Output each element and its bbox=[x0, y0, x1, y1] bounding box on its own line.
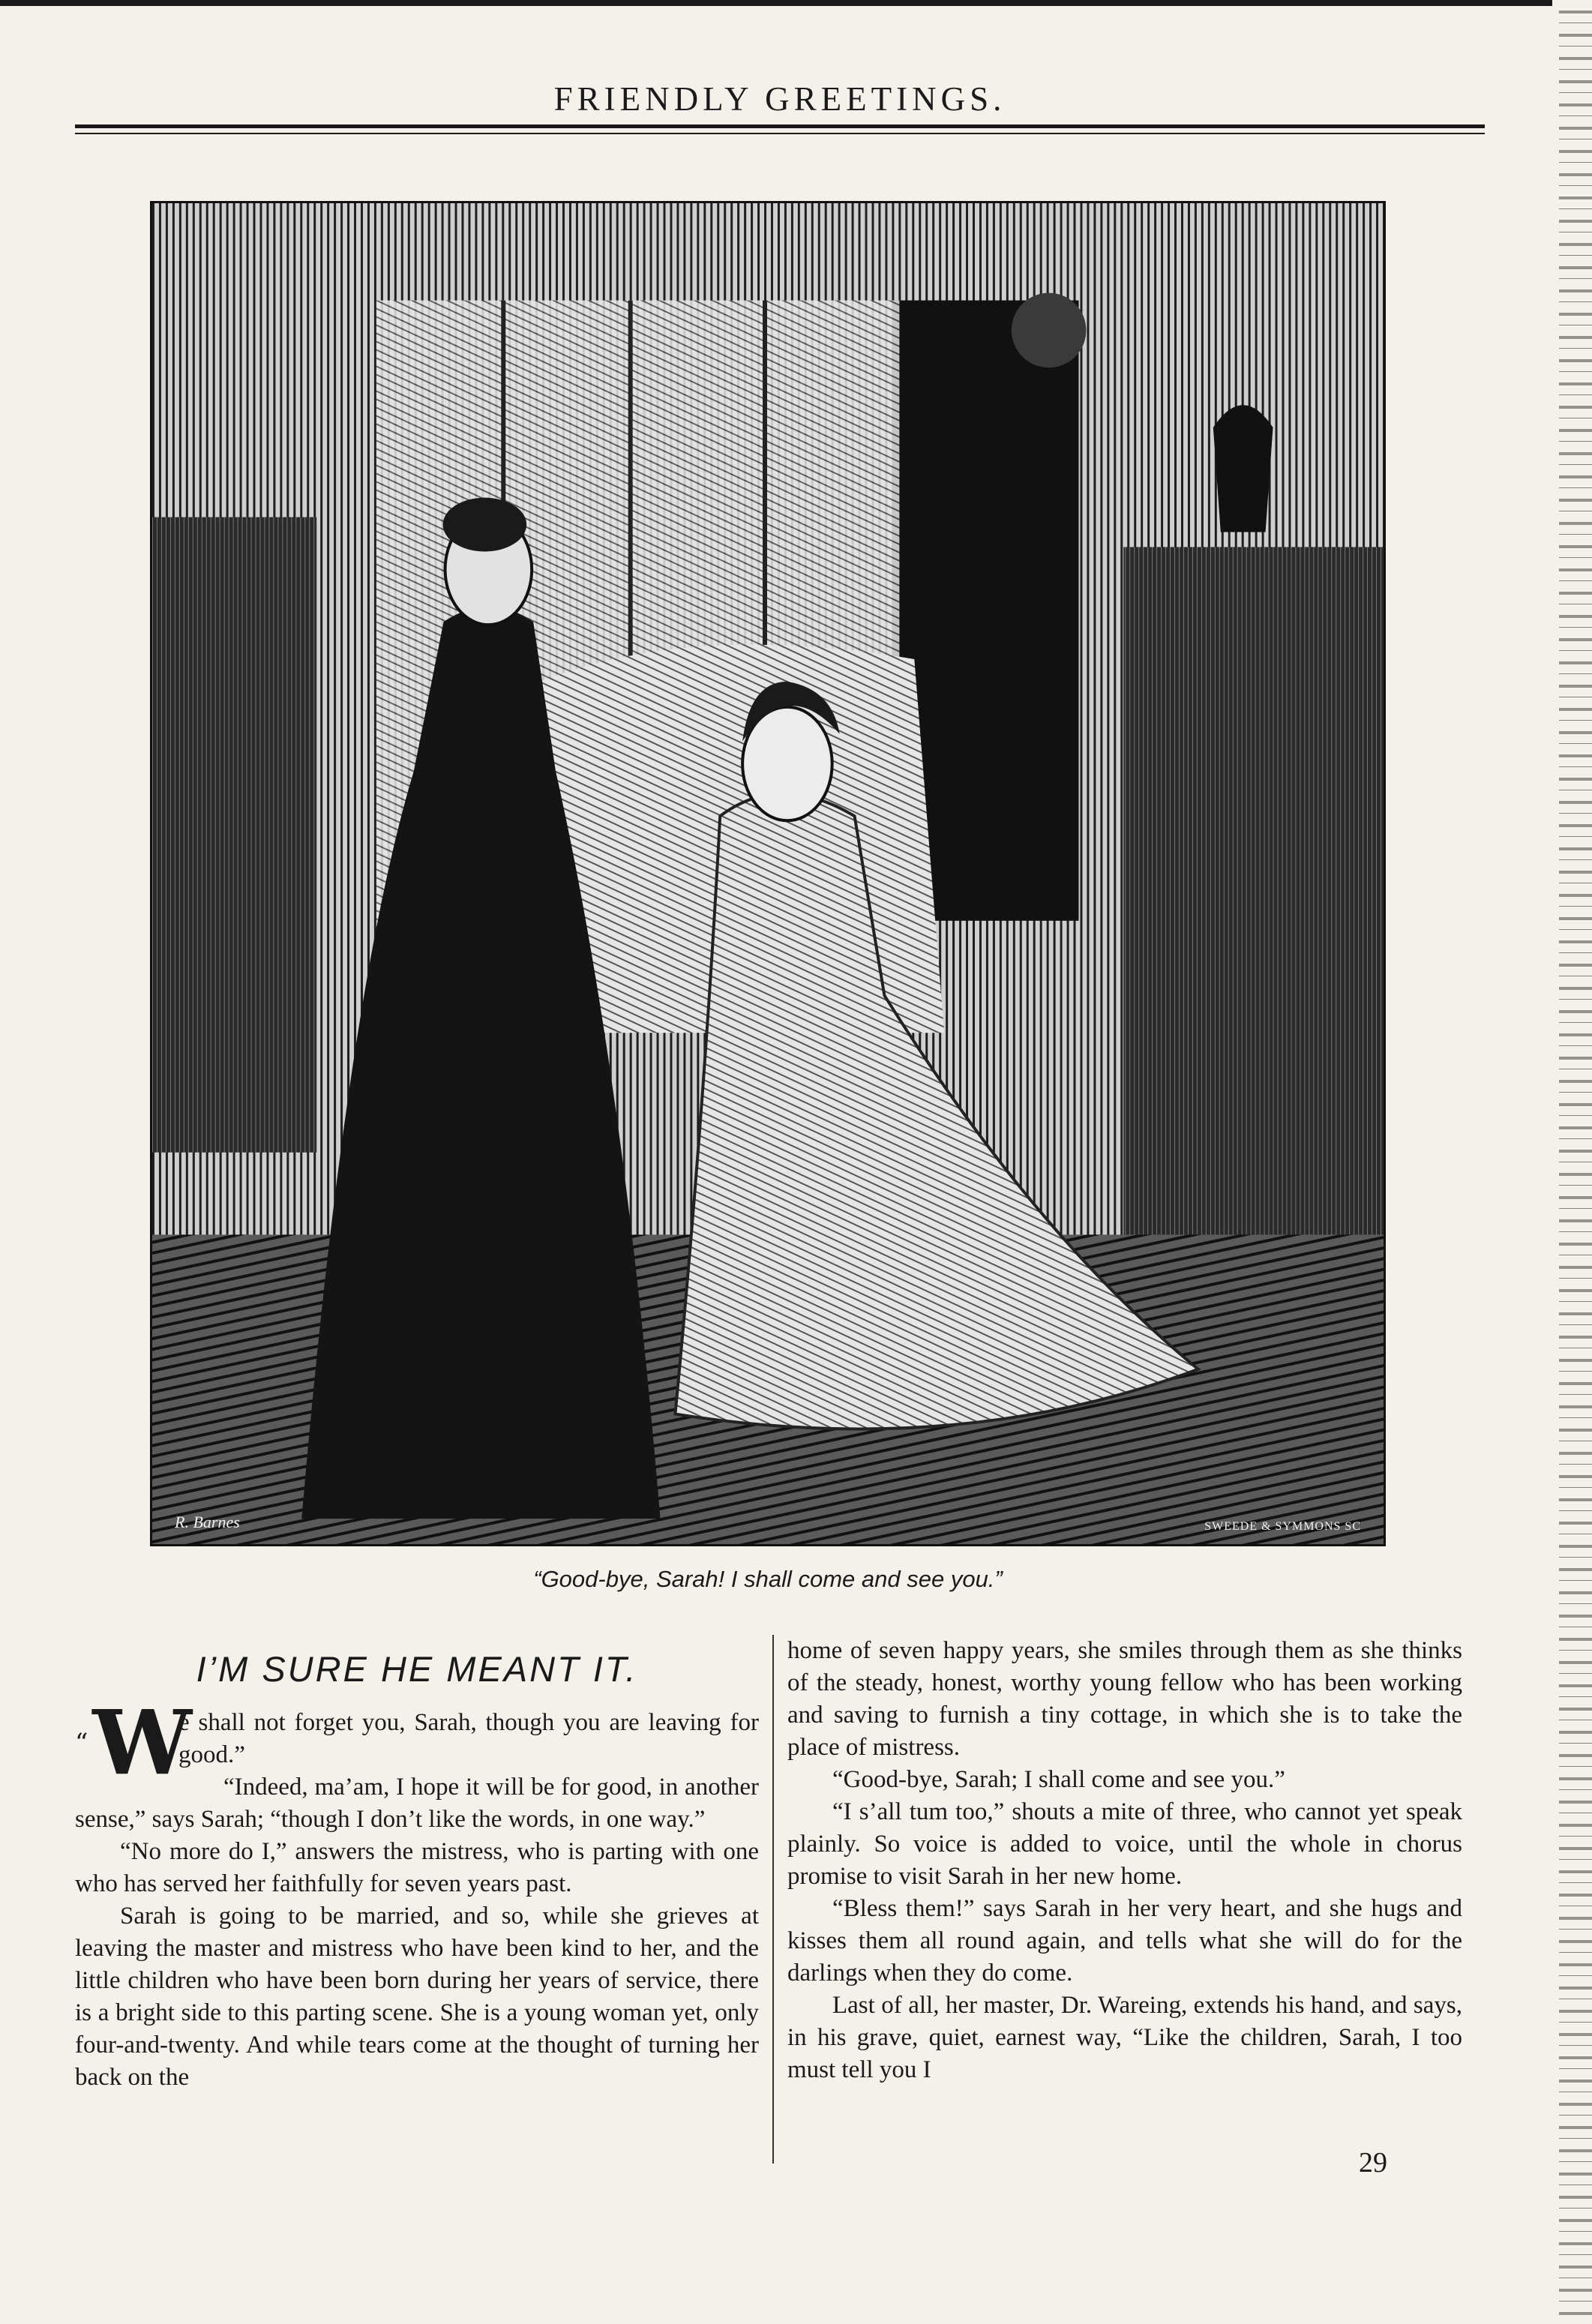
engraving-illustration bbox=[150, 201, 1386, 1546]
engraver-signature: SWEEDE & SYMMONS SC bbox=[1204, 1520, 1361, 1533]
running-header: FRIENDLY GREETINGS. bbox=[553, 80, 1006, 118]
header-rule-thin bbox=[75, 133, 1485, 134]
column-divider bbox=[772, 1635, 774, 2164]
artist-signature: R. Barnes bbox=[175, 1513, 240, 1531]
header-rule-thick bbox=[75, 124, 1485, 128]
page-number: 29 bbox=[1359, 2147, 1387, 2179]
paragraph: “Indeed, ma’am, I hope it will be for good, in another sense,” says Sarah; “though I don’t like the words, in one way.” bbox=[75, 1774, 759, 1833]
paragraph: Sarah is going to be married, and so, while she grieves at leaving the master and mistress who have been kind to her, and the little children who have been born during her years of service, there is a bright side to this parting scene. She is a young woman yet, only four-and-twenty. And while tears come at the thought of turning her back on the bbox=[75, 1903, 759, 2091]
armchair bbox=[152, 517, 316, 1153]
drop-cap: “W bbox=[75, 1690, 192, 1795]
paragraph: “No more do I,” answers the mistress, who is parting with one who has served her faithfully for seven years past. bbox=[75, 1838, 759, 1897]
paragraph: “Good-bye, Sarah; I shall come and see you.” bbox=[832, 1766, 1285, 1793]
paragraph: Last of all, her master, Dr. Wareing, extends his hand, and says, in his grave, quiet, earnest way, “Like the children, Sarah, I too must tell you I bbox=[787, 1992, 1462, 2083]
story-title: I’M SURE HE MEANT IT. bbox=[196, 1649, 638, 1689]
illustration-caption: “Good-bye, Sarah! I shall come and see you.” bbox=[533, 1566, 1003, 1592]
paragraph: “I s’all tum too,” shouts a mite of three, who cannot yet speak plainly. So voice is added to voice, until the whole in chorus promise to visit Sarah in her new home. bbox=[787, 1798, 1462, 1890]
fireplace-mantel bbox=[1123, 547, 1384, 1294]
paragraph: home of seven happy years, she smiles through them as she thinks of the steady, honest, worthy young fellow who has been working and saving to furnish a tiny cottage, in which she is to take the place of mistress. bbox=[787, 1637, 1462, 1761]
engraving-scene bbox=[152, 203, 1384, 1544]
top-border-rule bbox=[0, 0, 1552, 6]
page-edge-scan bbox=[1559, 0, 1592, 2324]
sconce bbox=[1012, 293, 1087, 368]
text-column-right bbox=[787, 1635, 1462, 2086]
paragraph: “Bless them!” says Sarah in her very heart, and she hugs and kisses them all round again, and tells what she will do for the darlings when they do come. bbox=[787, 1895, 1462, 1987]
text-column-left bbox=[75, 1627, 759, 2094]
paragraph: e shall not forget you, Sarah, though you are leaving for good.” bbox=[178, 1709, 759, 1768]
vase bbox=[1213, 405, 1273, 532]
